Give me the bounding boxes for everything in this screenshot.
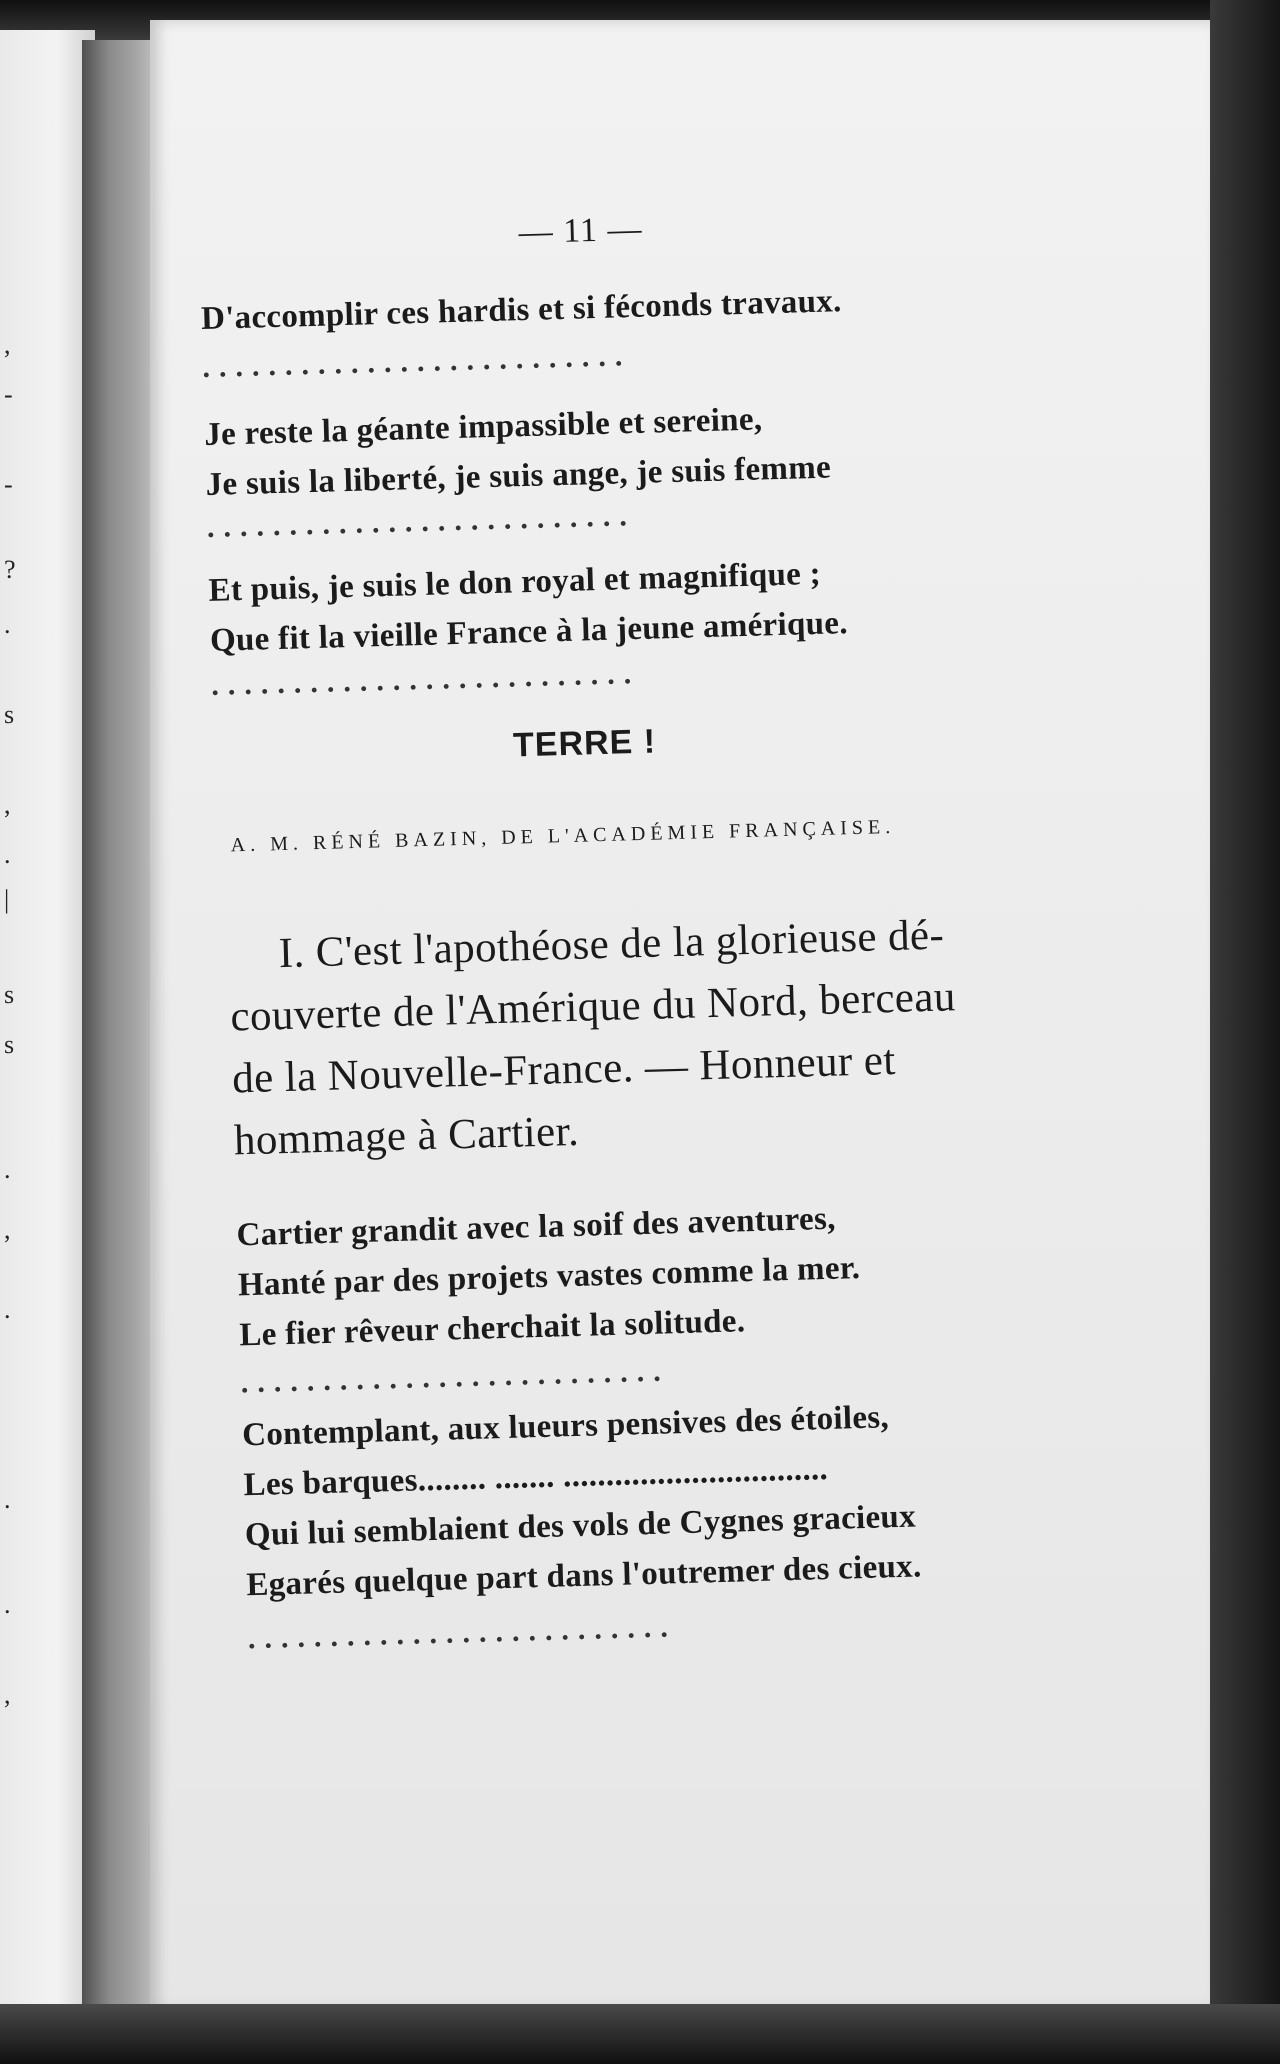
edge-mark: s (4, 980, 15, 1009)
verse-line: Hanté par des projets vastes comme la mer. (237, 1250, 861, 1304)
ellipsis-row: .......................... (247, 1610, 678, 1656)
prose-line: hommage à Cartier. (233, 1107, 580, 1165)
verse-line: Egarés quelque part dans l'outremer des cieux. (245, 1548, 923, 1604)
verse-line: Que fit la vieille France à la jeune amérique. (209, 605, 849, 659)
section-title: TERRE ! (512, 722, 657, 765)
verse-line: Je suis la liberté, je suis ange, je suis femme (205, 449, 832, 503)
verse-line: Les barques........ ....... ............................... (243, 1450, 829, 1504)
prose-line: couverte de l'Amérique du Nord, berceau (229, 973, 957, 1041)
edge-mark: . (4, 1485, 11, 1514)
page-number: — 11 — (518, 210, 643, 252)
edge-mark: . (4, 610, 11, 639)
ellipsis-row: .......................... (206, 498, 637, 544)
verse-line: Contemplant, aux lueurs pensives des étoiles, (241, 1399, 890, 1454)
verse-line: Cartier grandit avec la soif des aventures, (236, 1200, 837, 1254)
edge-mark: ? (4, 555, 16, 584)
edge-mark: - (4, 380, 13, 409)
prose-line: de la Nouvelle-France. — Honneur et (231, 1036, 897, 1103)
ellipsis-row: .......................... (210, 656, 641, 702)
edge-mark: . (4, 1155, 11, 1184)
verse-line: Et puis, je suis le don royal et magnifique ; (208, 555, 822, 609)
verse-line: Je reste la géante impassible et sereine, (203, 401, 763, 453)
page-content (153, 6, 1208, 2013)
dedication: A. M. RÉNÉ BAZIN, DE L'ACADÉMIE FRANÇAISE. (230, 815, 896, 857)
book-page (150, 20, 1210, 2010)
edge-mark: - (4, 470, 13, 499)
scan-border-right (1210, 0, 1280, 2064)
edge-mark: . (4, 1590, 11, 1619)
verse-line: D'accomplir ces hardis et si féconds travaux. (200, 283, 843, 338)
previous-page-edge (0, 30, 95, 2030)
scan-border-bottom (0, 2004, 1280, 2064)
edge-mark: | (4, 885, 10, 914)
verse-line: Qui lui semblaient des vols de Cygnes gracieux (244, 1498, 917, 1554)
ellipsis-row: .......................... (201, 339, 632, 385)
edge-mark: , (4, 1680, 11, 1709)
edge-mark: , (4, 330, 11, 359)
ellipsis-row: .......................... (240, 1354, 671, 1400)
edge-mark: , (4, 1215, 11, 1244)
edge-mark: s (4, 1030, 15, 1059)
edge-mark: s (4, 700, 15, 729)
edge-mark: , (4, 790, 11, 819)
prose-line: I. C'est l'apothéose de la glorieuse dé- (278, 911, 945, 978)
edge-mark: . (4, 840, 11, 869)
verse-line: Le fier rêveur cherchait la solitude. (238, 1303, 746, 1354)
edge-mark: . (4, 1295, 11, 1324)
